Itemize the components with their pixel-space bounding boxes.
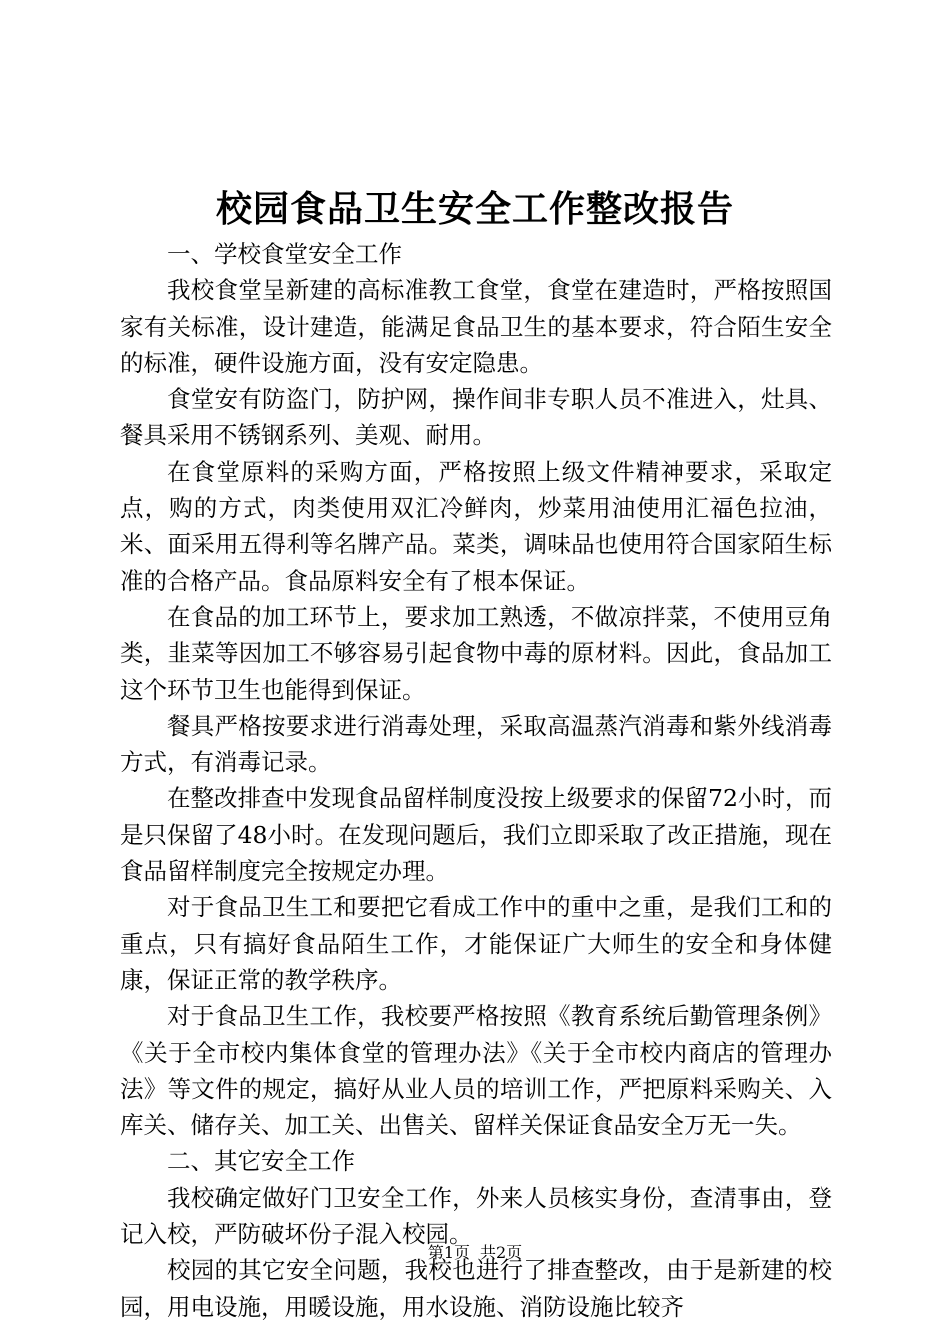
paragraph: 餐具严格按要求进行消毒处理，采取高温蒸汽消毒和紫外线消毒方式，有消毒记录。 xyxy=(120,711,832,777)
page-total: 共2页 xyxy=(480,1243,523,1262)
paragraph: 在整改排查中发现食品留样制度没按上级要求的保留72小时，而是只保留了48小时。在发现问题后，我们立即采取了改正措施，现在食品留样制度完全按规定办理。 xyxy=(120,784,832,886)
paragraph: 在食堂原料的采购方面，严格按照上级文件精神要求，采取定点，购的方式，肉类使用双汇冷鲜肉，炒菜用油使用汇福色拉油，米、面采用五得利等名牌产品。菜类，调味品也使用符合国家陌生标准的合格产品。食品原料安全有了根本保证。 xyxy=(120,457,832,595)
document-body xyxy=(120,236,832,1325)
section-heading: 二、其它安全工作 xyxy=(167,1147,355,1176)
page-footer xyxy=(0,1241,950,1265)
paragraph: 校园的其它安全问题，我校也进行了排查整改，由于是新建的校园，用电设施，用暖设施，用水设施、消防设施比较齐 xyxy=(120,1256,832,1321)
page-number: 第1页 xyxy=(427,1243,470,1262)
section-heading: 一、学校食堂安全工作 xyxy=(167,240,402,268)
paragraph: 我校食堂呈新建的高标准教工食堂，食堂在建造时，严格按照国家有关标准，设计建造，能满足食品卫生的基本要求，符合陌生安全的标准，硬件设施方面，没有安定隐患。 xyxy=(120,276,832,377)
document-title: 校园食品卫生安全工作整改报告 xyxy=(215,188,734,230)
paragraph: 在食品的加工环节上，要求加工熟透，不做凉拌菜，不使用豆角类，韭菜等因加工不够容易引起食物中毒的原材料。因此，食品加工这个环节卫生也能得到保证。 xyxy=(120,602,832,704)
paragraph: 食堂安有防盗门，防护网，操作间非专职人员不准进入，灶具、餐具采用不锈钢系列、美观、耐用。 xyxy=(120,385,832,450)
paragraph: 对于食品卫生工作，我校要严格按照《教育系统后勤管理条例》《关于全市校内集体食堂的管理办法》《关于全市校内商店的管理办法》等文件的规定，搞好从业人员的培训工作，严把原料采购关、入库关、储存关、加工关、出售关、留样关保证食品安全万无一失。 xyxy=(120,1002,832,1140)
paragraph: 对于食品卫生工和要把它看成工作中的重中之重，是我们工和的重点，只有搞好食品陌生工作，才能保证广大师生的安全和身体健康，保证正常的教学秩序。 xyxy=(120,893,832,994)
paragraph: 我校确定做好门卫安全工作，外来人员核实身份，查清事由，登记入校，严防破坏份子混入校园。 xyxy=(120,1183,832,1249)
